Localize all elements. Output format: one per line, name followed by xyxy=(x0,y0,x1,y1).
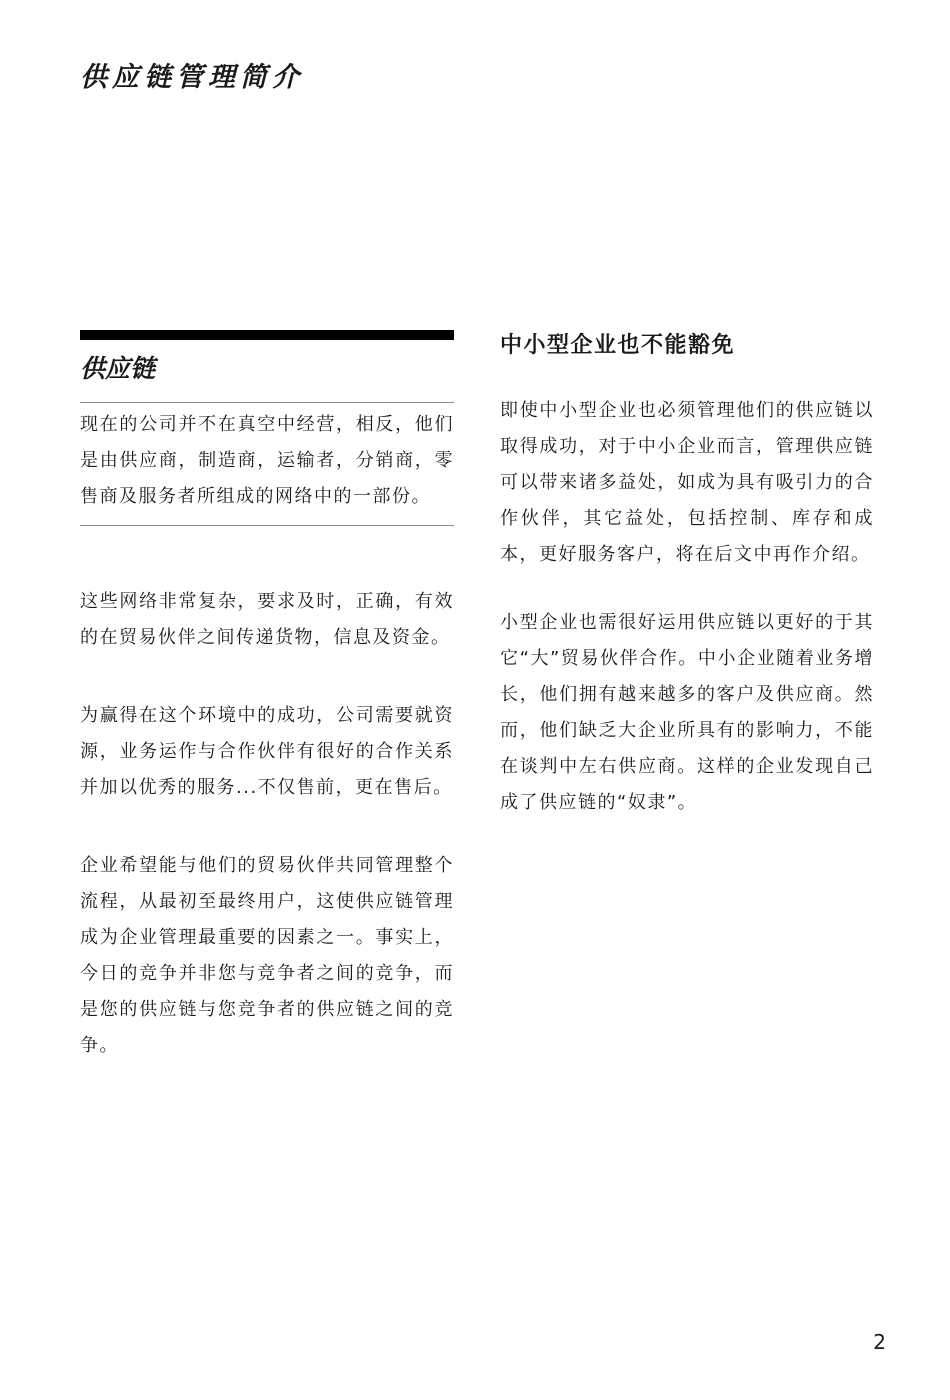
sme-benefits-paragraph: 即使中小型企业也必须管理他们的供应链以取得成功，对于中小企业而言，管理供应链可以带来诸多益处，如成为具有吸引力的合作伙伴，其它益处，包括控制、库存和成本，更好服务客户，将在后文中再作介绍。 xyxy=(500,400,874,565)
page-title: 供应链管理简介 xyxy=(80,62,304,93)
networks-paragraph: 这些网络非常复杂，要求及时，正确，有效的在贸易伙伴之间传递货物，信息及资金。 xyxy=(80,591,454,648)
right-column xyxy=(500,326,874,821)
intro-divider xyxy=(80,525,454,526)
sme-cooperation-paragraph: 小型企业也需很好运用供应链以更好的于其它“大”贸易伙伴合作。中小企业随着业务增长，他们拥有越来越多的客户及供应商。然而，他们缺乏大企业所具有的影响力，不能在谈判中左右供应商。这样的企业发现自己成了供应链的“奴隶”。 xyxy=(500,612,874,813)
competition-paragraph: 企业希望能与他们的贸易伙伴共同管理整个流程，从最初至最终用户，这使供应链管理成为企业管理最重要的因素之一。事实上，今日的竞争并非您与竞争者之间的竞争，而是您的供应链与您竞争者的供应链之间的竞争。 xyxy=(80,855,454,1056)
intro-paragraph: 现在的公司并不在真空中经营，相反，他们是由供应商，制造商，运输者，分销商，零售商及服务者所组成的网络中的一部份。 xyxy=(80,414,454,507)
sme-heading: 中小型企业也不能豁免 xyxy=(500,333,736,358)
success-paragraph: 为赢得在这个环境中的成功，公司需要就资源，业务运作与合作伙伴有很好的合作关系并加以优秀的服务...不仅售前，更在售后。 xyxy=(80,705,454,798)
heading-divider xyxy=(80,402,454,403)
page-number: 2 xyxy=(873,1330,886,1354)
supply-chain-heading: 供应链 xyxy=(80,354,156,383)
left-column xyxy=(80,330,454,1064)
section-top-bar xyxy=(80,330,454,340)
